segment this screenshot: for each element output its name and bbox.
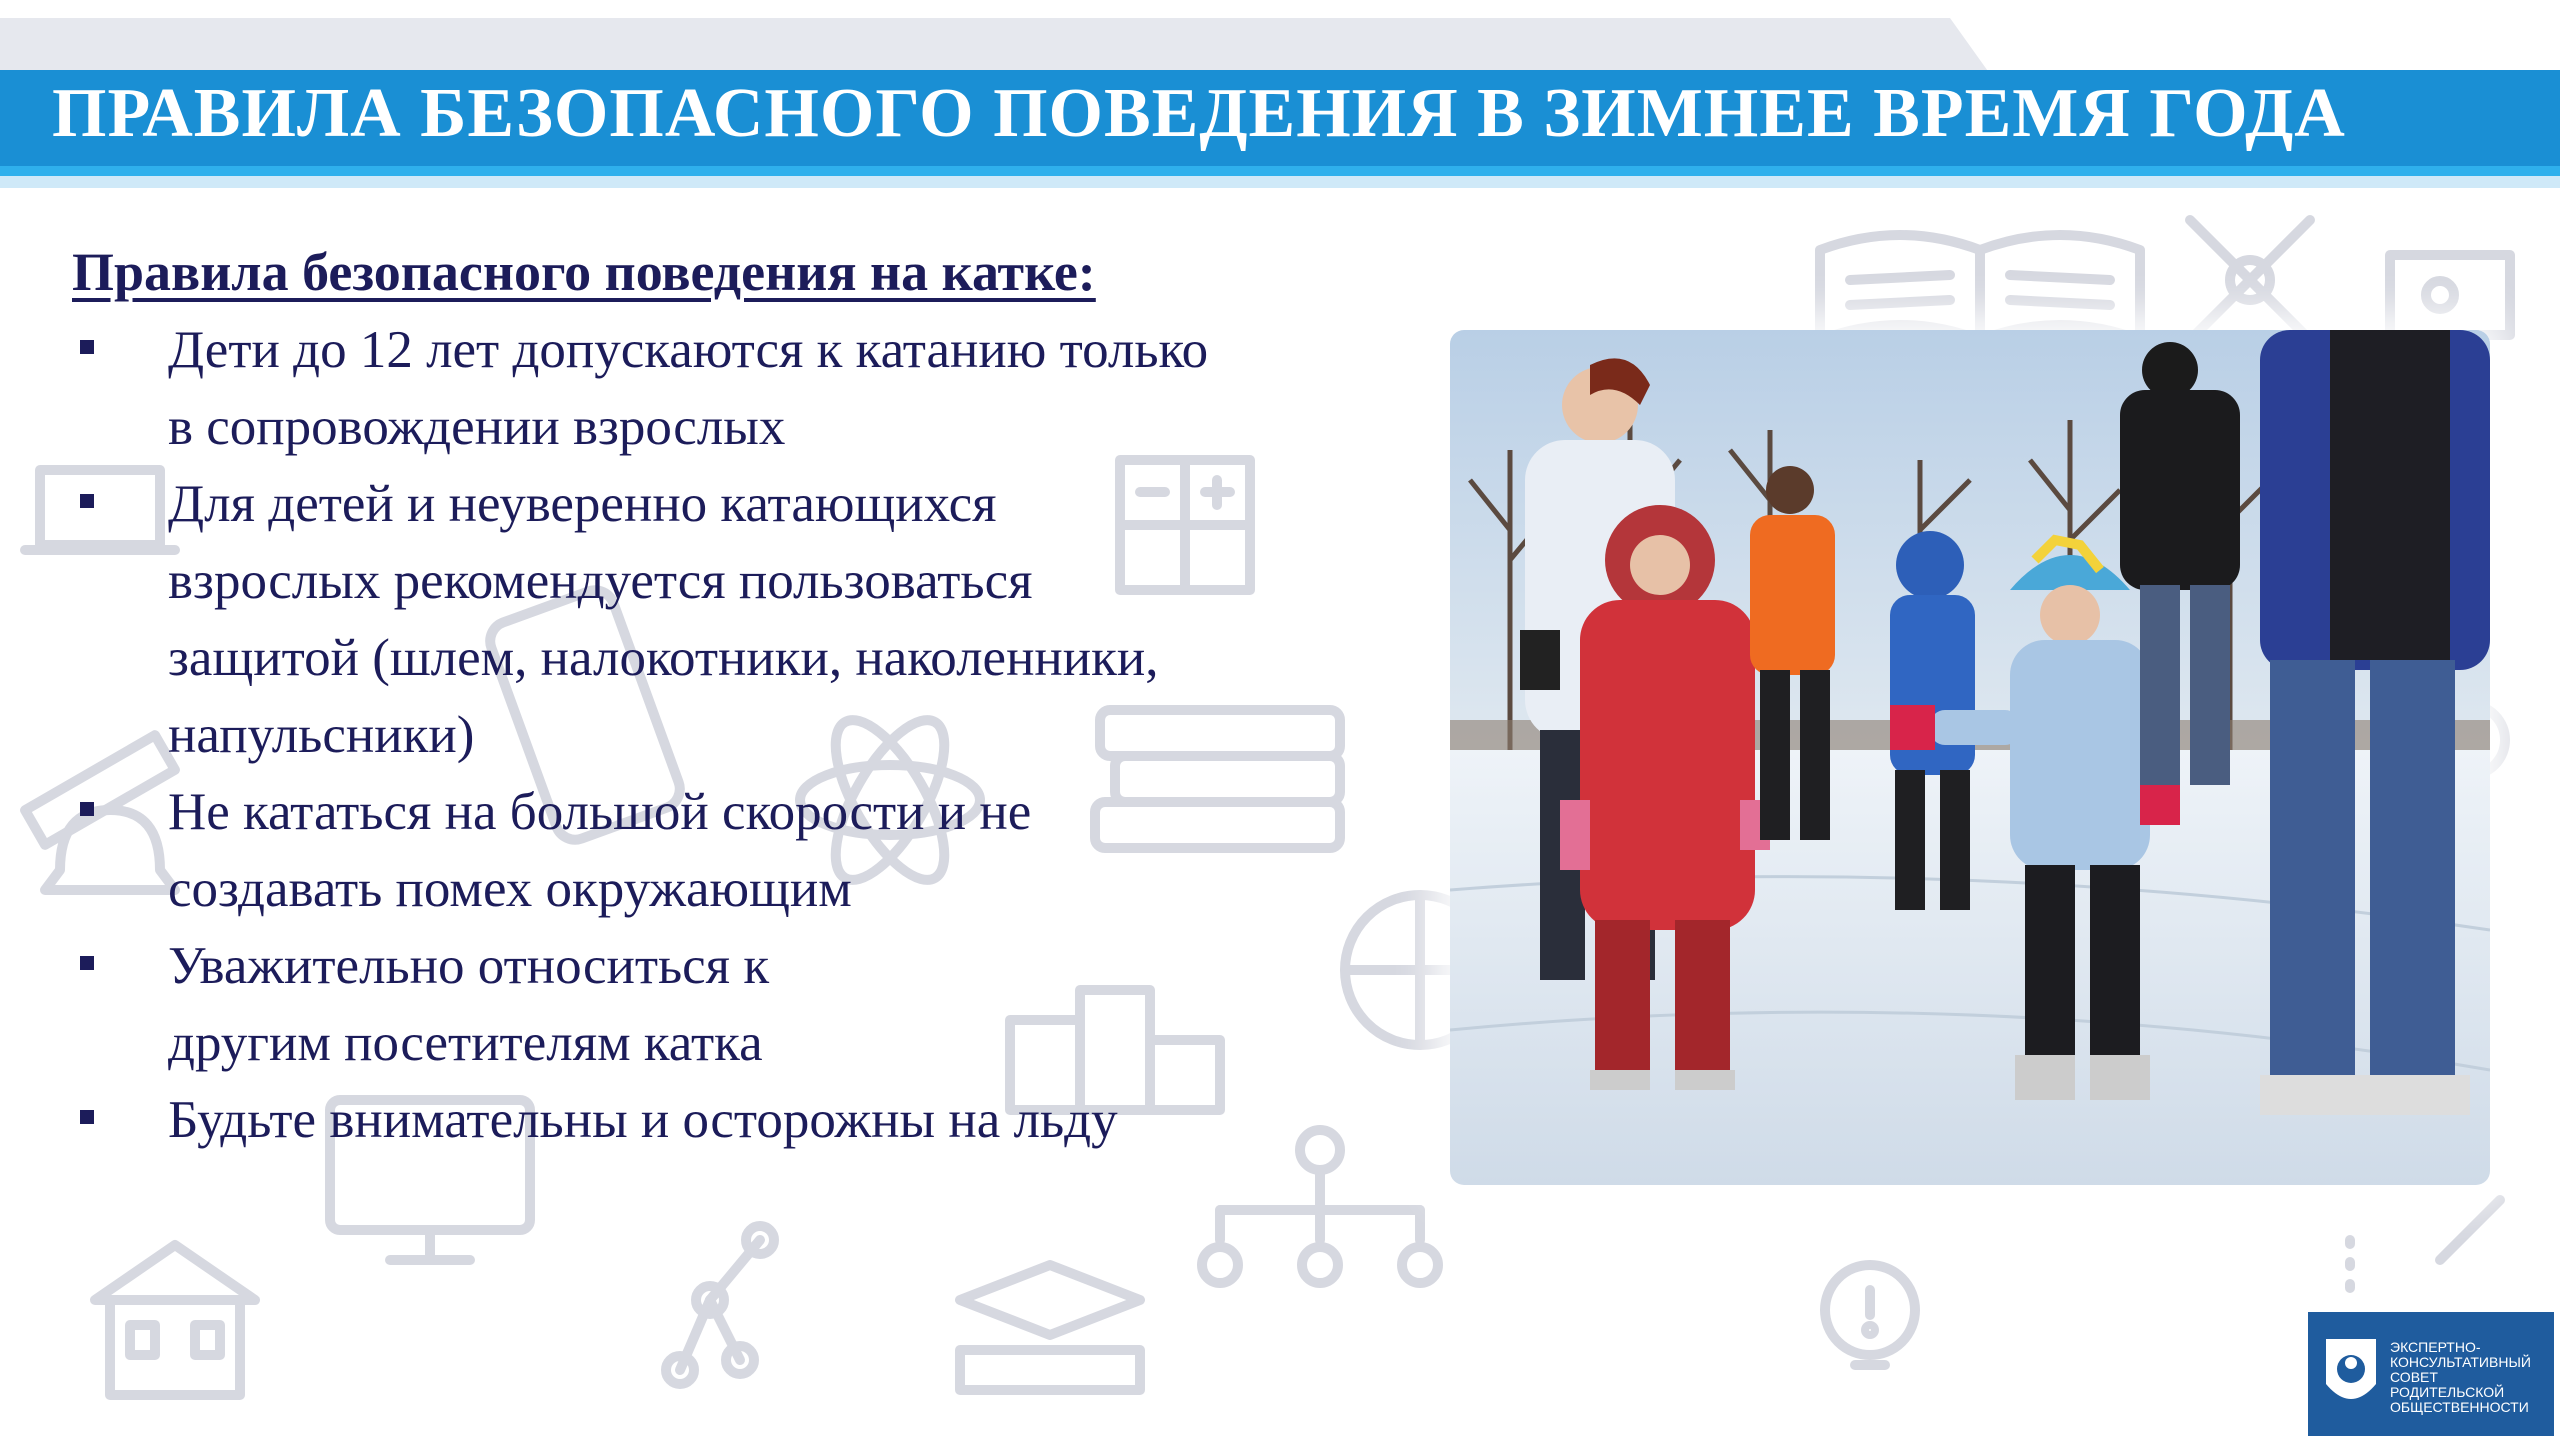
- bullet-square-icon: [80, 340, 94, 354]
- slide-title: ПРАВИЛА БЕЗОПАСНОГО ПОВЕДЕНИЯ В ЗИМНЕЕ ВРЕМЯ ГОДА: [52, 75, 2346, 152]
- list-item-line: в сопровождении взрослых: [168, 398, 786, 456]
- bullet-square-icon: [80, 956, 94, 970]
- list-item: [72, 928, 1432, 1082]
- bullet-square-icon: [80, 494, 94, 508]
- crossed-tools-icon: [2190, 220, 2310, 340]
- ice-rink-photo: [1450, 330, 2490, 1185]
- graduation-cap-icon: [960, 1265, 1140, 1390]
- list-item-line: Для детей и неуверенно катающихся: [168, 475, 997, 533]
- list-item-line: создавать помех окружающим: [168, 860, 852, 918]
- list-item: [72, 774, 1432, 928]
- bullet-square-icon: [80, 1110, 94, 1124]
- molecule-icon: [666, 1226, 774, 1384]
- list-item: [72, 312, 1432, 466]
- top-decorative-tab: [0, 18, 1990, 74]
- list-item-line: Уважительно относиться к: [168, 937, 770, 995]
- school-building-icon: [95, 1245, 255, 1395]
- list-item: [72, 466, 1432, 774]
- logo-text: [2390, 1340, 2550, 1415]
- logo-text-line: ЭКСПЕРТНО-: [2390, 1339, 2481, 1355]
- logo-text-line: РОДИТЕЛЬСКОЙ: [2390, 1384, 2505, 1400]
- title-underline-strip: [0, 176, 2560, 188]
- rules-list: [72, 312, 1432, 1159]
- list-item: [72, 1082, 1432, 1159]
- list-item-line: защитой (шлем, налокотники, наколенники,: [168, 629, 1159, 687]
- list-item-line: напульсники): [168, 706, 475, 764]
- title-bar: [0, 70, 2560, 176]
- lightbulb-icon: [1825, 1265, 1915, 1365]
- parents-council-logo-icon: [2316, 1329, 2386, 1419]
- bullet-square-icon: [80, 802, 94, 816]
- section-subtitle: Правила безопасного поведения на катке:: [72, 242, 1096, 302]
- logo-text-line: ОБЩЕСТВЕННОСТИ: [2390, 1399, 2529, 1415]
- skating-rink-illustration: [1450, 330, 2490, 1185]
- logo-text-line: КОНСУЛЬТАТИВНЫЙ: [2390, 1354, 2531, 1370]
- list-item-line: Дети до 12 лет допускаются к катанию только: [168, 321, 1209, 379]
- list-item-line: Не кататься на большой скорости и не: [168, 783, 1032, 841]
- council-logo: [2308, 1312, 2554, 1436]
- content-block: [72, 240, 1432, 1159]
- list-item-line: Будьте внимательны и осторожны на льду: [168, 1091, 1118, 1149]
- open-book-icon: [1820, 235, 2140, 340]
- logo-text-line: СОВЕТ: [2390, 1369, 2438, 1385]
- list-item-line: другим посетителям катка: [168, 1014, 763, 1072]
- list-item-line: взрослых рекомендуется пользоваться: [168, 552, 1033, 610]
